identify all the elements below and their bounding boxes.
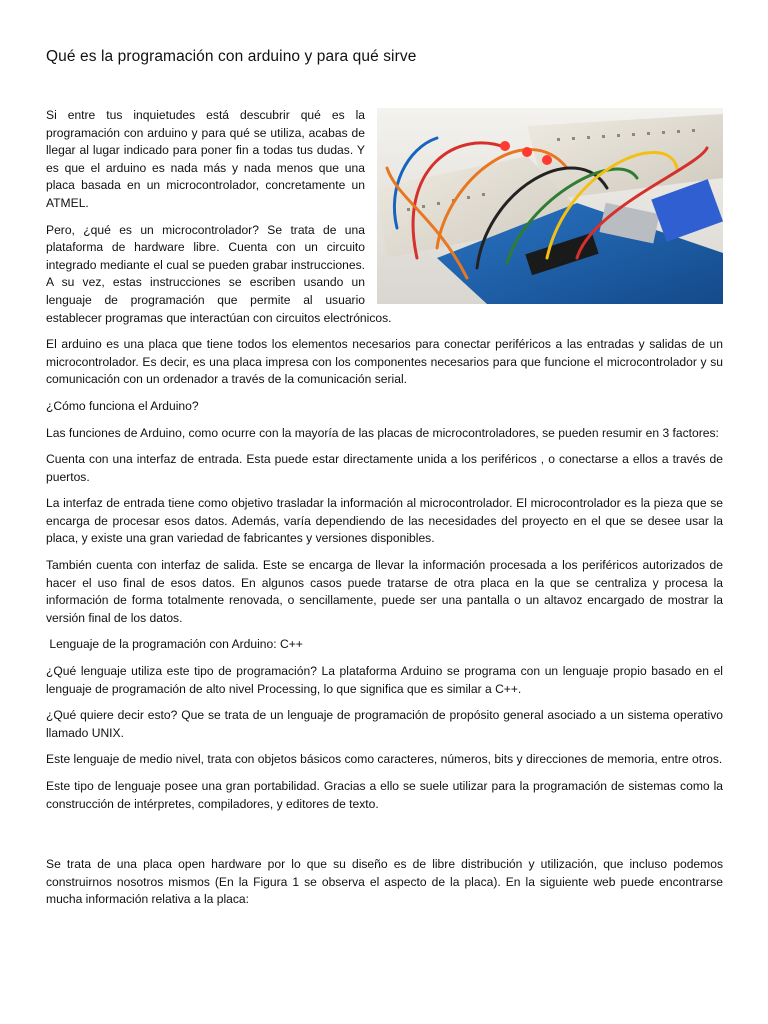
section-heading: ¿Cómo funciona el Arduino? bbox=[46, 398, 199, 413]
document-body bbox=[46, 107, 723, 918]
body-paragraph: Se trata de una placa open hardware por lo que su diseño es de libre distribución y utilización, que incluso podemos construirnos nosotros mismos (En la Figura 1 se observa el aspecto de la placa). En la siguiente web puede encontrarse mucha información relativa a la placa: bbox=[46, 857, 723, 907]
body-paragraph: La interfaz de entrada tiene como objetivo trasladar la información al microcontrolador. El microcontrolador es la pieza que se encarga de procesar esos datos. Además, varía dependiendo de las necesidades del proyecto en el que se desee usar la placa, y existe una gran variedad de fabricantes y versiones disponibles. bbox=[46, 496, 723, 546]
section-spacer bbox=[46, 822, 723, 856]
body-paragraph: Este tipo de lenguaje posee una gran portabilidad. Gracias a ello se suele utilizar para la programación de sistemas como la construcción de intérpretes, compiladores, y editores de texto. bbox=[46, 779, 723, 811]
body-paragraph: También cuenta con interfaz de salida. Este se encarga de llevar la información procesada a los periféricos autorizados de hacer el uso final de esos datos. En algunos casos puede tratarse de otra placa en la que se centraliza y procesa la información de forma totalmente renovada, o sencillamente, puede ser una pantalla o un altavoz encargado de mostrar la versión final de los datos. bbox=[46, 558, 723, 625]
body-paragraph: Las funciones de Arduino, como ocurre con la mayoría de las placas de microcontroladores, se pueden resumir en 3 factores: bbox=[46, 425, 719, 440]
body-paragraph: Este lenguaje de medio nivel, trata con objetos básicos como caracteres, números, bits y direcciones de memoria, entre otros. bbox=[46, 752, 723, 767]
body-paragraph: ¿Qué quiere decir esto? Que se trata de un lenguaje de programación de propósito general asociado a un sistema operativo llamado UNIX. bbox=[46, 708, 723, 740]
section-heading: Lenguaje de la programación con Arduino: C++ bbox=[46, 637, 303, 652]
document-title: Qué es la programación con arduino y para qué sirve bbox=[46, 48, 417, 65]
body-paragraph: ¿Qué lenguaje utiliza este tipo de programación? La plataforma Arduino se programa con un lenguaje propio basado en el lenguaje de programación de alto nivel Processing, lo que significa que es similar a C++. bbox=[46, 664, 723, 696]
intro-paragraph: Si entre tus inquietudes está descubrir qué es la programación con arduino y para qué se utiliza, acabas de llegar al lugar indicado para poner fin a todas tus dudas. Y es que el arduino es nada más y nada menos que una placa basada en un microcontrolador, concretamente un ATMEL. bbox=[46, 108, 365, 210]
body-paragraph: El arduino es una placa que tiene todos los elementos necesarios para conectar periféricos a las entradas y salidas de un microcontrolador. Es decir, es una placa impresa con los componentes necesarios para que funcione el microcontrolador y su comunicación con un ordenador a través de la comunicación serial. bbox=[46, 337, 723, 387]
arduino-breadboard-photo bbox=[377, 108, 723, 304]
body-paragraph: Pero, ¿qué es un microcontrolador? Se trata de una plataforma de hardware libre. Cuenta con un circuito integrado mediante el cual se pueden grabar instrucciones. A su vez, estas instrucciones se escriben usando un lenguaje de programación que permite al usuario establecer programas que interactúan con circuitos electrónicos. bbox=[46, 222, 392, 325]
body-paragraph: Cuenta con una interfaz de entrada. Esta puede estar directamente unida a los periféricos , o conectarse a ellos a través de puertos. bbox=[46, 452, 723, 484]
